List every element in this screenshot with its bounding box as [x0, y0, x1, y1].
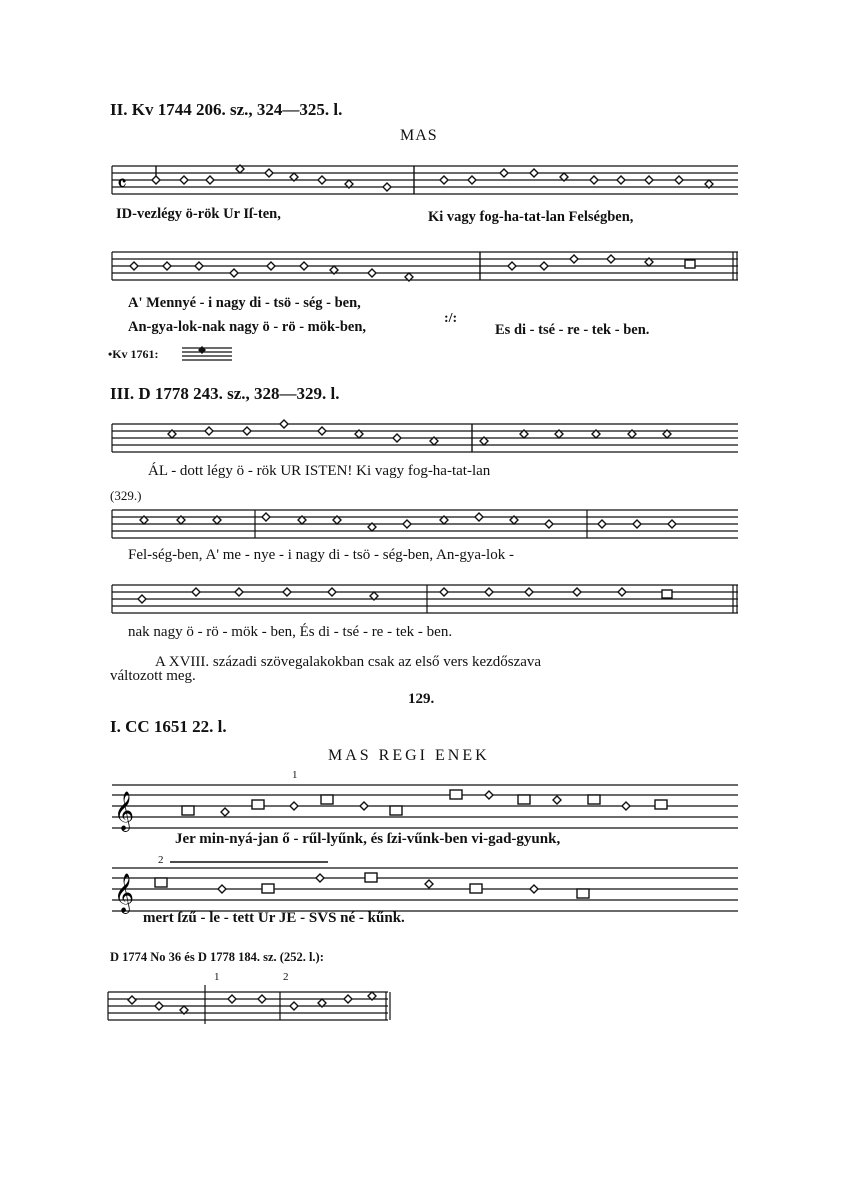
notes-129-2: [155, 873, 589, 898]
page-mark: (329.): [110, 488, 142, 503]
svg-text:𝄴: 𝄴: [117, 172, 127, 197]
kv-note: •Kv 1761:: [108, 347, 159, 361]
verse-mark-2: 2: [158, 854, 164, 866]
lyrics-2-1b: Ki vagy fog-ha-tat-lan Felségben,: [428, 209, 634, 225]
note-text-2: változott meg.: [110, 668, 196, 684]
staff-3-3: [112, 585, 738, 613]
staff-129-2: [112, 868, 738, 911]
lyrics-129-1: Jer min-nyá-jan ő - rűl-lyűnk, és ſzi-vűnk-ben vi-gad-gyunk,: [175, 831, 561, 847]
kv-staff: [182, 348, 232, 360]
hymn-title: MAS REGI ENEK: [328, 747, 490, 764]
svg-text:𝄞: 𝄞: [114, 791, 135, 831]
staff-3-2: [112, 510, 738, 538]
note-text-1: A XVIII. századi szövegalakokban csak az első vers kezdőszava: [155, 654, 542, 670]
notes-3-3: [138, 588, 672, 603]
hymn-number: 129.: [408, 691, 435, 707]
verse-mark-1: 1: [292, 769, 298, 781]
notes-3-2: [140, 513, 676, 531]
staff-2-2: [112, 252, 738, 280]
lyrics-3-2: Fel-ség-ben, A' me - nye - i nagy di - tsö - ség-ben, An-gya-lok -: [128, 547, 514, 563]
notes-129-1: [182, 790, 667, 816]
staff-129-1: [112, 785, 738, 828]
bottom-mark-1: 1: [214, 971, 220, 983]
lyrics-2-2c: Es di - tsé - re - tek - ben.: [495, 322, 650, 338]
section-heading-129: I. CC 1651 22. l.: [110, 717, 227, 736]
lyrics-3-3: nak nagy ö - rö - mök - ben, És di - tsé - re - tek - ben.: [128, 624, 453, 640]
bottom-mark-2: 2: [283, 971, 289, 983]
notes-bottom: [128, 992, 376, 1014]
section-heading-2: II. Kv 1744 206. sz., 324—325. l.: [110, 100, 343, 119]
staff-bottom: [108, 985, 390, 1024]
svg-text:𝄞: 𝄞: [114, 873, 135, 913]
repeat-mark: :/:: [444, 311, 458, 326]
bottom-caption: D 1774 No 36 és D 1778 184. sz. (252. l.):: [110, 950, 324, 964]
notes-3-1: [168, 420, 671, 452]
section-heading-3: III. D 1778 243. sz., 328—329. l.: [110, 384, 340, 403]
lyrics-2-2a: A' Mennyé - i nagy di - tsö - ség - ben,: [128, 295, 361, 311]
lyrics-129-2: mert ſzű - le - tett Ur JE - SVS né - kűnk.: [143, 910, 405, 926]
lyrics-2-2b: An-gya-lok-nak nagy ö - rö - mök-ben,: [128, 319, 367, 335]
lyrics-3-1: ÁL - dott légy ö - rök UR ISTEN! Ki vagy fog-ha-tat-lan: [148, 463, 491, 479]
section-subtitle: MAS: [400, 127, 438, 144]
staff-3-1: [112, 424, 738, 452]
lyrics-2-1a: ID-vezlégy ö-rök Ur Iſ-ten,: [116, 206, 281, 222]
